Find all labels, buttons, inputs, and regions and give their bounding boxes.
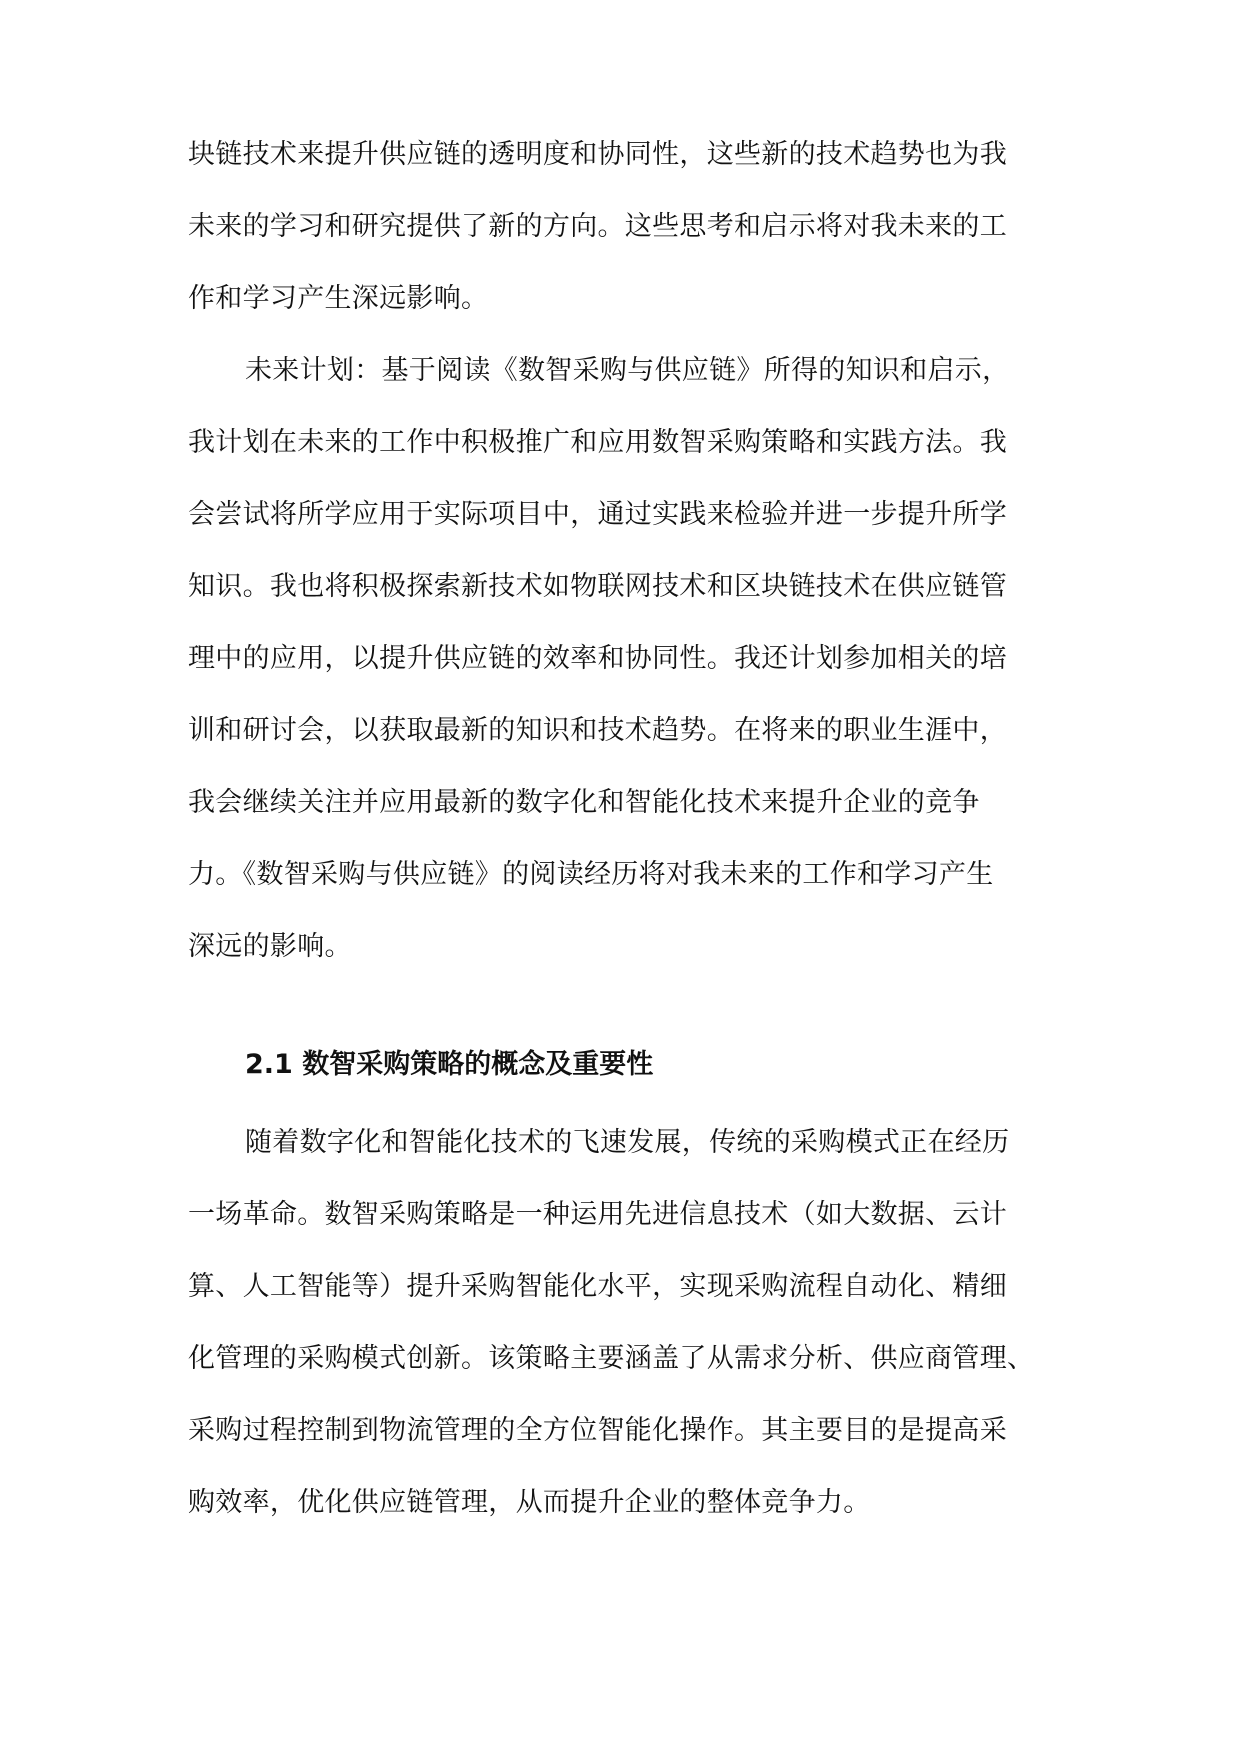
paragraph-1-line-2: 未来的学习和研究提供了新的方向。这些思考和启示将对我未来的工 bbox=[188, 211, 1007, 242]
paragraph-3-line-3: 算、人工智能等）提升采购智能化水平，实现采购流程自动化、精细 bbox=[188, 1271, 1007, 1302]
paragraph-1-line-3: 作和学习产生深远影响。 bbox=[188, 283, 489, 314]
paragraph-2-line-9: 深远的影响。 bbox=[188, 931, 352, 962]
paragraph-2-line-4: 知识。我也将积极探索新技术如物联网技术和区块链技术在供应链管 bbox=[188, 571, 1007, 602]
paragraph-3-line-1: 随着数字化和智能化技术的飞速发展，传统的采购模式正在经历 bbox=[245, 1127, 1010, 1158]
paragraph-2-line-8: 力。《数智采购与供应链》的阅读经历将对我未来的工作和学习产生 bbox=[188, 859, 994, 890]
paragraph-1-line-1: 块链技术来提升供应链的透明度和协同性，这些新的技术趋势也为我 bbox=[188, 139, 1007, 170]
section-heading: 2.1 数智采购策略的概念及重要性 bbox=[245, 1049, 654, 1080]
paragraph-2-line-1: 未来计划：基于阅读《数智采购与供应链》所得的知识和启示， bbox=[245, 355, 1010, 386]
paragraph-2-line-7: 我会继续关注并应用最新的数字化和智能化技术来提升企业的竞争 bbox=[188, 787, 980, 818]
paragraph-2-line-2: 我计划在未来的工作中积极推广和应用数智采购策略和实践方法。我 bbox=[188, 427, 1007, 458]
paragraph-2-line-3: 会尝试将所学应用于实际项目中，通过实践来检验并进一步提升所学 bbox=[188, 499, 1007, 530]
paragraph-3-line-6: 购效率，优化供应链管理，从而提升企业的整体竞争力。 bbox=[188, 1487, 871, 1518]
paragraph-3-line-2: 一场革命。数智采购策略是一种运用先进信息技术（如大数据、云计 bbox=[188, 1199, 1007, 1230]
paragraph-2-line-5: 理中的应用，以提升供应链的效率和协同性。我还计划参加相关的培 bbox=[188, 643, 1007, 674]
paragraph-2-line-6: 训和研讨会，以获取最新的知识和技术趋势。在将来的职业生涯中， bbox=[188, 715, 1007, 746]
paragraph-3-line-5: 采购过程控制到物流管理的全方位智能化操作。其主要目的是提高采 bbox=[188, 1415, 1007, 1446]
paragraph-3-line-4: 化管理的采购模式创新。该策略主要涵盖了从需求分析、供应商管理、 bbox=[188, 1343, 1035, 1374]
